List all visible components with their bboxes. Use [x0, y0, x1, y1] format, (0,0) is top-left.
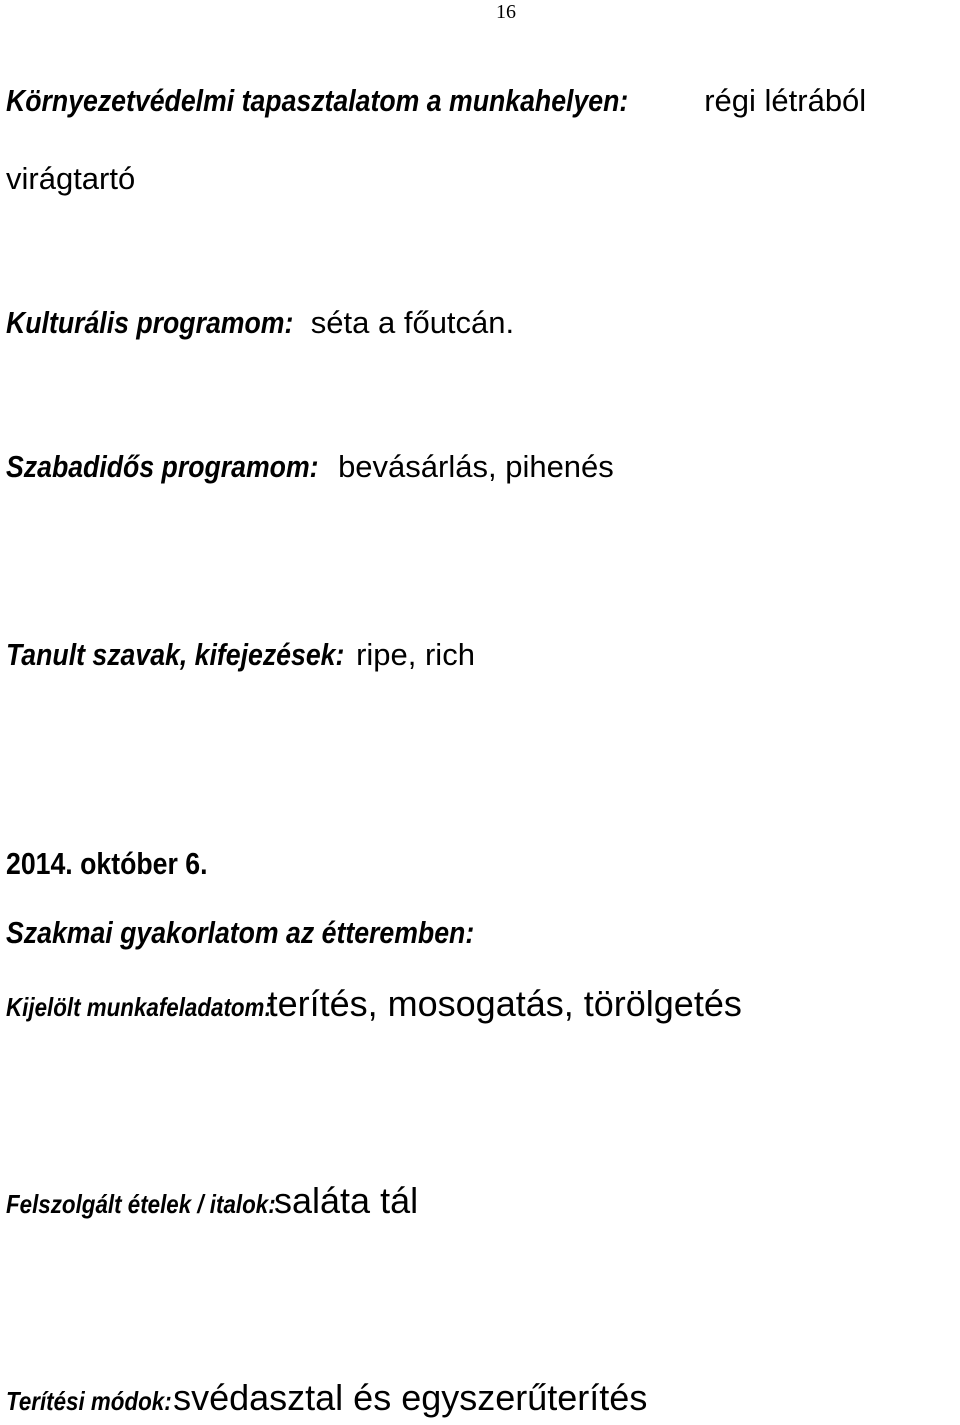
date-heading: 2014. október 6.: [6, 846, 208, 881]
words-value: ripe, rich: [356, 637, 475, 672]
served-line: [6, 1180, 418, 1222]
words-label: Tanult szavak, kifejezések:: [6, 637, 345, 672]
practice-heading-line: [6, 914, 550, 952]
served-value: saláta tál: [274, 1180, 419, 1221]
setting-label: Terítési módok:: [6, 1386, 172, 1416]
served-label: Felszolgált ételek / italok:: [6, 1189, 276, 1219]
leisure-value: bevásárlás, pihenés: [338, 449, 614, 484]
page-number: 16: [496, 1, 516, 23]
environment-line: [6, 82, 866, 120]
environment-value: régi létrából: [704, 83, 867, 118]
task-value: terítés, mosogatás, törölgetés: [267, 983, 742, 1024]
task-line: [6, 983, 742, 1025]
setting-line: [6, 1377, 647, 1419]
setting-value: svédasztal és egyszerűterítés: [173, 1377, 648, 1418]
words-line: [6, 636, 475, 674]
culture-line: [6, 304, 514, 342]
environment-label: Környezetvédelmi tapasztalatom a munkahelyen:: [6, 83, 629, 118]
date-line: [6, 845, 240, 883]
environment-value-continued: virágtartó: [6, 161, 136, 196]
leisure-line: [6, 448, 614, 486]
task-label: Kijelölt munkafeladatom:: [6, 992, 272, 1022]
culture-value: séta a főutcán.: [310, 305, 515, 340]
culture-label: Kulturális programom:: [6, 305, 294, 340]
leisure-label: Szabadidős programom:: [6, 449, 319, 484]
practice-heading: Szakmai gyakorlatom az étteremben:: [6, 915, 475, 950]
